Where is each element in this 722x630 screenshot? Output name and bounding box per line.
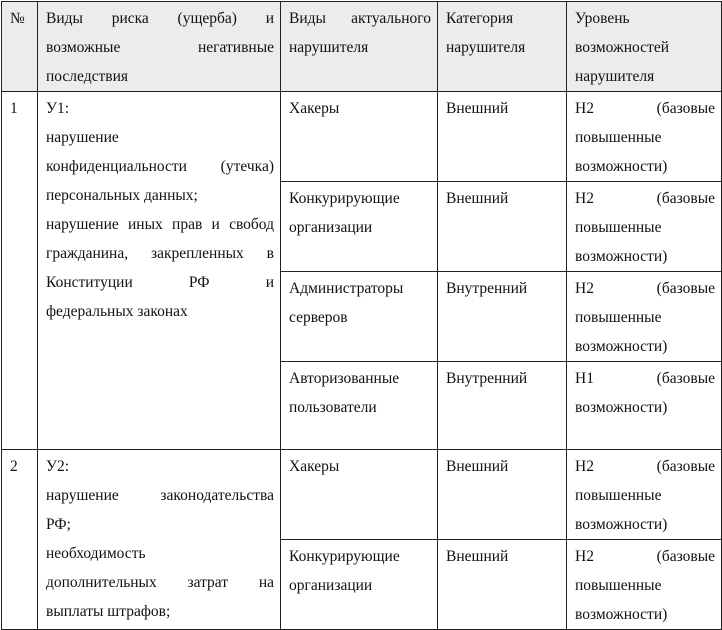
header-category	[438, 2, 567, 92]
header-violator-line: Виды актуального	[289, 10, 431, 27]
header-level-line: нарушителя	[575, 68, 655, 85]
level-line: Н2 (базовые	[575, 458, 715, 475]
level-line: возможности)	[575, 606, 668, 623]
violator-type	[281, 272, 438, 362]
level-line: повышенные	[575, 487, 662, 504]
level-line: возможности)	[575, 399, 668, 416]
violator-line: организации	[289, 219, 373, 236]
level-line: возможности)	[575, 248, 668, 265]
row-number: 1	[2, 92, 38, 450]
violator-capability-level	[567, 272, 722, 362]
table-row	[2, 92, 722, 182]
level-line: Н2 (базовые	[575, 280, 715, 297]
risk-line: гражданина, закрепленных в	[46, 245, 274, 262]
table-header-row	[2, 2, 722, 92]
header-violator	[281, 2, 438, 92]
violator-type	[281, 362, 438, 450]
risk-line: федеральных законах	[46, 303, 188, 320]
violator-line: пользователи	[289, 399, 377, 416]
risk-line: У2:	[46, 458, 70, 475]
violator-category: Внешний	[438, 182, 567, 272]
level-line: возможности)	[575, 516, 668, 533]
risk-line: нарушение	[46, 129, 119, 146]
violator-category: Внутренний	[438, 362, 567, 450]
header-violator-line: нарушителя	[289, 39, 369, 56]
header-category-line: нарушителя	[446, 39, 526, 56]
header-num: №	[2, 2, 38, 92]
header-level	[567, 2, 722, 92]
violator-line: Хакеры	[289, 100, 340, 117]
risk-description	[38, 92, 281, 450]
table-row	[2, 450, 722, 540]
violator-type	[281, 182, 438, 272]
risk-line: выплаты штрафов;	[46, 603, 171, 620]
header-risk-line: последствия	[46, 68, 129, 85]
violator-type	[281, 540, 438, 630]
risk-line: Конституции РФ и	[46, 274, 274, 291]
header-risk-line: Виды риска (ущерба) и	[46, 10, 274, 27]
risk-line: конфиденциальности (утечка)	[46, 158, 274, 175]
header-level-line: Уровень	[575, 10, 630, 27]
risk-line: необходимость	[46, 545, 146, 562]
risk-description	[38, 450, 281, 630]
violator-line: организации	[289, 577, 373, 594]
violator-type	[281, 92, 438, 182]
level-line: повышенные	[575, 309, 662, 326]
violator-line: серверов	[289, 309, 348, 326]
violator-capability-level	[567, 92, 722, 182]
risk-line: нарушение законодательства	[46, 487, 274, 504]
level-line: возможности)	[575, 158, 668, 175]
violator-category: Внешний	[438, 540, 567, 630]
level-line: Н2 (базовые	[575, 548, 715, 565]
violator-line: Конкурирующие	[289, 190, 400, 207]
violator-capability-level	[567, 182, 722, 272]
violator-capability-level	[567, 362, 722, 450]
risk-line: У1:	[46, 100, 70, 117]
header-category-line: Категория	[446, 10, 514, 27]
level-line: повышенные	[575, 129, 662, 146]
header-risk-line: возможные негативные	[46, 39, 274, 56]
violator-capability-level	[567, 540, 722, 630]
violator-category: Внешний	[438, 92, 567, 182]
header-level-line: возможностей	[575, 39, 670, 56]
violator-line: Хакеры	[289, 458, 340, 475]
violator-type	[281, 450, 438, 540]
risk-line: РФ;	[46, 516, 71, 533]
level-line: повышенные	[575, 577, 662, 594]
violator-line: Авторизованные	[289, 370, 400, 387]
level-line: Н2 (базовые	[575, 190, 715, 207]
risk-line: персональных данных;	[46, 187, 198, 204]
violator-capability-level	[567, 450, 722, 540]
level-line: Н2 (базовые	[575, 100, 715, 117]
level-line: повышенные	[575, 219, 662, 236]
violator-line: Администраторы	[289, 280, 404, 297]
violator-category: Внутренний	[438, 272, 567, 362]
violator-category: Внешний	[438, 450, 567, 540]
header-risk	[38, 2, 281, 92]
risk-line: дополнительных затрат на	[46, 574, 274, 591]
level-line: Н1 (базовые	[575, 370, 715, 387]
row-number: 2	[2, 450, 38, 630]
risk-table	[1, 1, 722, 630]
risk-line: нарушение иных прав и свобод	[46, 216, 274, 233]
violator-line: Конкурирующие	[289, 548, 400, 565]
level-line: возможности)	[575, 338, 668, 355]
